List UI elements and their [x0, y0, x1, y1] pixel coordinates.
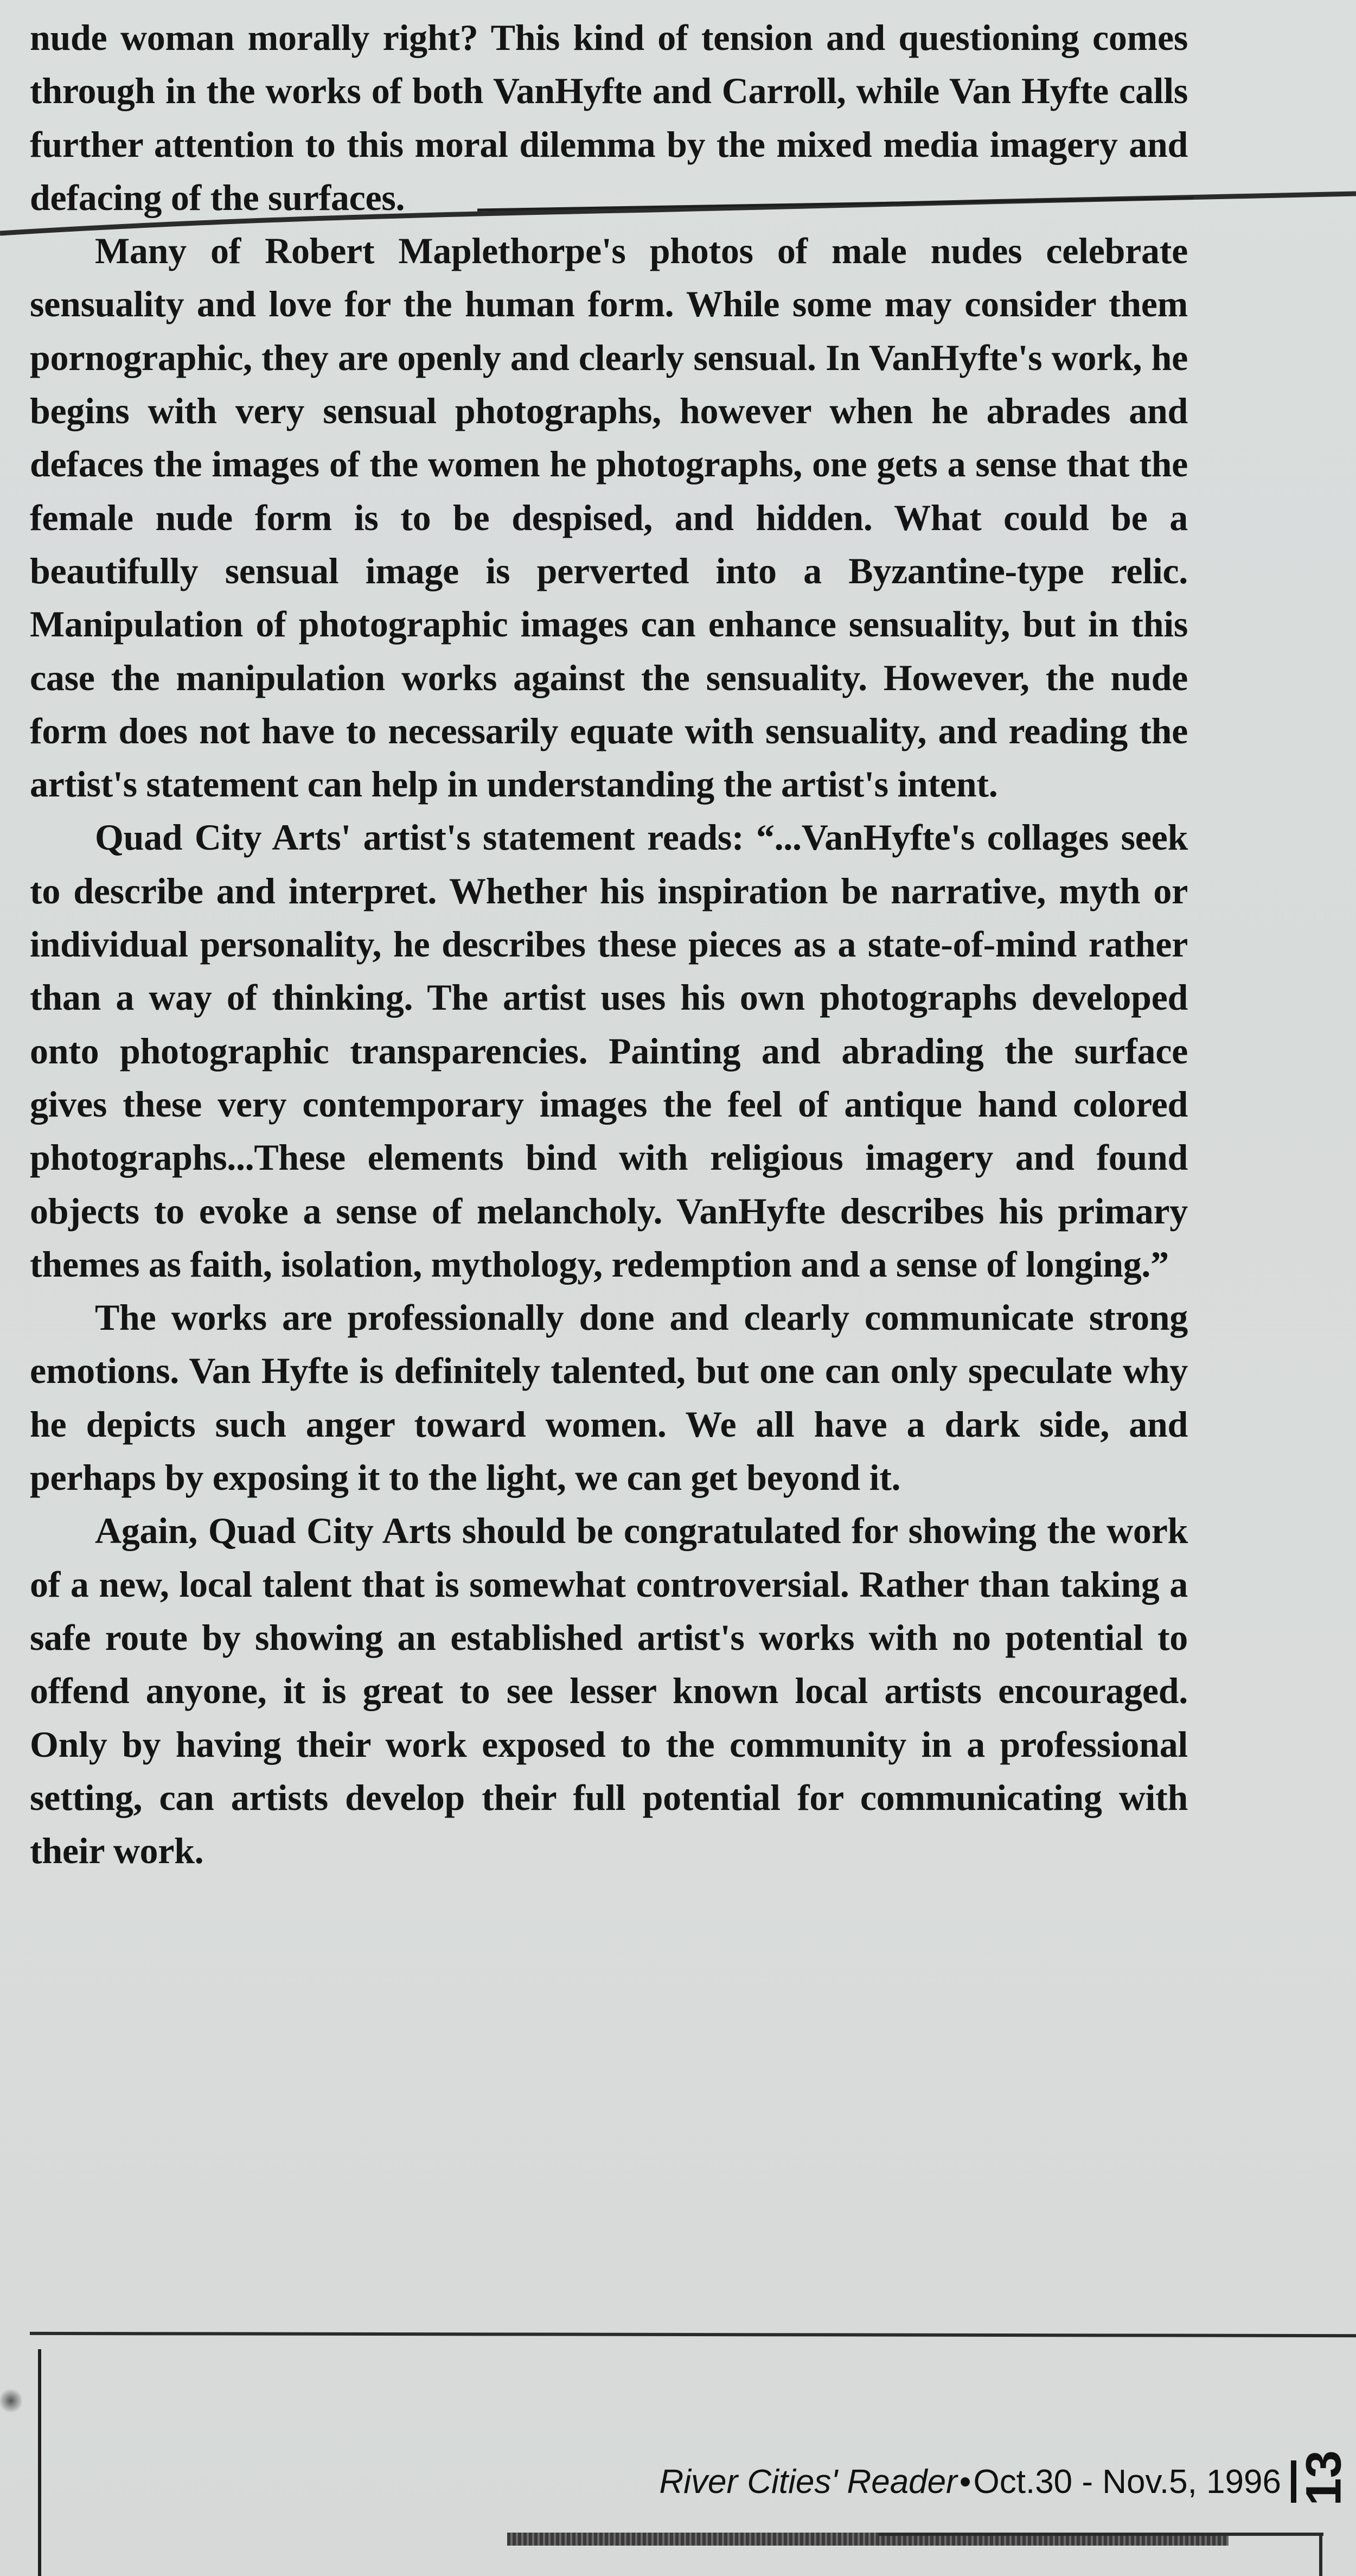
scan-speck: [0, 2387, 22, 2414]
bottom-bracket-edge: [1319, 2533, 1322, 2576]
article-paragraph-2: Many of Robert Maplethorpe's photos of male nudes celebrate sensuality and love for the human form. While some may consider them pornographic, they are openly and clearly sensual. In VanHyfte's work, he begins with very sensual photographs, however when he abrades and defaces the images of the women he photographs, one gets a sense that the female nude form is to be despised, and hidden. What could be a beautifully sensual image is perverted into a Byzantine-type relic. Manipulation of photographic images can enhance sensuality, but in this case the manipulation works against the sensuality. However, the nude form does not have to necessarily equate with sensuality, and reading the artist's statement can help in understanding the artist's intent.: [30, 230, 1188, 805]
clipping-left-edge: [38, 2349, 41, 2576]
issue-dates: Oct.30 - Nov.5, 1996: [973, 2463, 1281, 2501]
page-number: 13: [1296, 2450, 1352, 2506]
article-paragraph-1: nude woman morally right? This kind of tension and questioning comes through in the works of both VanHyfte and Carroll, while Van Hyfte calls further attention to this moral dilemma by the mixed media imagery and defacing of the surfaces.: [30, 17, 1188, 218]
footer-bullet: •: [959, 2463, 971, 2501]
article-paragraph-3: Quad City Arts' artist's statement reads: “...VanHyfte's collages seek to describe and interpret. Whether his inspiration be narrative, myth or individual personality, he describes these pieces as a state-of-mind rather than a way of thinking. The artist uses his own photographs developed onto photographic transparencies. Painting and abrading the surface gives these very contemporary images the feel of antique hand colored photographs...These elements bind with religious imagery and found objects to evoke a sense of melancholy. VanHyfte describes his primary themes as faith, isolation, mythology, redemption and a sense of longing.”: [30, 817, 1188, 1285]
page-footer: [659, 2460, 1296, 2503]
bottom-rule-line: [30, 2332, 1356, 2337]
publication-name: River Cities' Reader: [659, 2463, 957, 2501]
article-paragraph-4: The works are professionally done and clearly communicate strong emotions. Van Hyfte is definitely talented, but one can only speculate why he depicts such anger toward women. We all have a dark side, and perhaps by exposing it to the light, we can get beyond it.: [30, 1297, 1188, 1499]
bottom-bracket-line: [879, 2533, 1323, 2536]
article-paragraph-5: Again, Quad City Arts should be congratulated for showing the work of a new, local talent that is somewhat controversial. Rather than taking a safe route by showing an established artist's works with no potential to offend anyone, it is great to see lesser known local artists encouraged. Only by having their work exposed to the community in a professional setting, can artists develop their full potential for communicating with their work.: [30, 1510, 1188, 1872]
article-body: [30, 11, 1188, 1877]
